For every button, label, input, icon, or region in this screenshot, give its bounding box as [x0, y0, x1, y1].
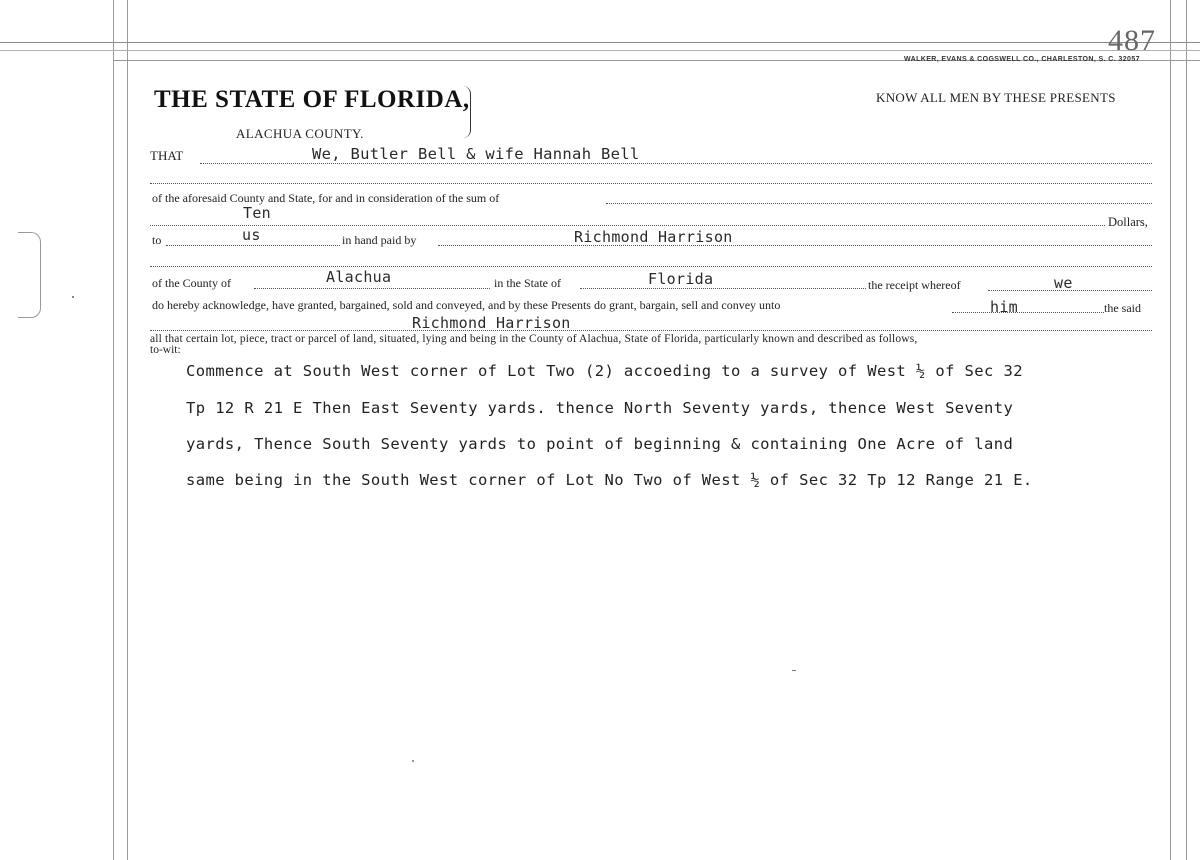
consideration-text: of the aforesaid County and State, for and in consideration of the sum of [152, 191, 500, 205]
top-rule [0, 42, 1200, 43]
dollars-label: Dollars, [1108, 215, 1148, 229]
right-margin-rule [1170, 0, 1171, 860]
scan-speck [72, 296, 74, 298]
receipt-label: the receipt whereof [868, 278, 961, 292]
grantors-line [200, 163, 1152, 164]
county-line [254, 288, 490, 289]
top-rule-2 [0, 50, 1200, 51]
to-wit-label: to-wit: [150, 344, 181, 356]
description-line-4: same being in the South West corner of Lot No Two of West ½ of Sec 32 Tp 12 Range 21 E. [186, 471, 1033, 489]
county-of-label: of the County of [152, 276, 231, 290]
acknowledge-text: do hereby acknowledge, have granted, bargained, sold and conveyed, and by these Presents do grant, bargain, sell and convey unto [152, 298, 781, 312]
unto-value: him [990, 298, 1018, 316]
paid-by-line [438, 245, 1152, 246]
said-label: the said [1104, 301, 1141, 315]
left-margin-rule [113, 0, 114, 860]
county-value: Alachua [326, 268, 392, 286]
scan-speck [412, 760, 414, 762]
unto-line [952, 312, 1104, 313]
lot-description-text: all that certain lot, piece, tract or parcel of land, situated, lying and being in the County of Alachua, State of Florida, particularly known and described as follows, [150, 333, 918, 345]
paid-by-value: Richmond Harrison [574, 228, 733, 246]
right-margin-rule-2 [1186, 0, 1187, 860]
description-line-1: Commence at South West corner of Lot Two (2) accoeding to a survey of West ½ of Sec 32 [186, 362, 1023, 380]
state-of-label: in the State of [494, 276, 561, 290]
printer-imprint: WALKER, EVANS & COGSWELL CO., CHARLESTON, S. C. 32057 [904, 56, 1140, 63]
county-heading: ALACHUA COUNTY. [236, 126, 364, 141]
page-number: 487 [1108, 24, 1156, 57]
description-line-3: yards, Thence South Seventy yards to point of beginning & containing One Acre of land [186, 435, 1014, 453]
sum-continued-line [150, 225, 1105, 226]
that-label: THAT [150, 148, 184, 163]
grantors-value: We, Butler Bell & wife Hannah Bell [312, 145, 640, 163]
blank-line-1 [150, 183, 1152, 184]
scan-speck [792, 670, 796, 671]
state-value: Florida [648, 270, 714, 288]
to-line [166, 245, 340, 246]
left-margin-rule-2 [127, 0, 128, 860]
grantee-value: Richmond Harrison [412, 314, 571, 332]
receipt-value: we [1054, 274, 1073, 292]
sum-value: Ten [243, 204, 271, 222]
sum-line [606, 203, 1152, 204]
blank-line-2 [150, 266, 1152, 267]
title-brace [462, 86, 471, 138]
document-title: THE STATE OF FLORIDA, [154, 86, 470, 113]
description-line-2: Tp 12 R 21 E Then East Seventy yards. thence North Seventy yards, thence West Seventy [186, 399, 1014, 417]
binder-bracket [18, 232, 41, 318]
know-all-men: KNOW ALL MEN BY THESE PRESENTS [876, 90, 1116, 105]
to-label: to [152, 233, 162, 247]
paid-by-label: in hand paid by [342, 233, 417, 247]
state-line [580, 288, 866, 289]
grantee-line [150, 330, 1152, 331]
to-value: us [242, 226, 261, 244]
